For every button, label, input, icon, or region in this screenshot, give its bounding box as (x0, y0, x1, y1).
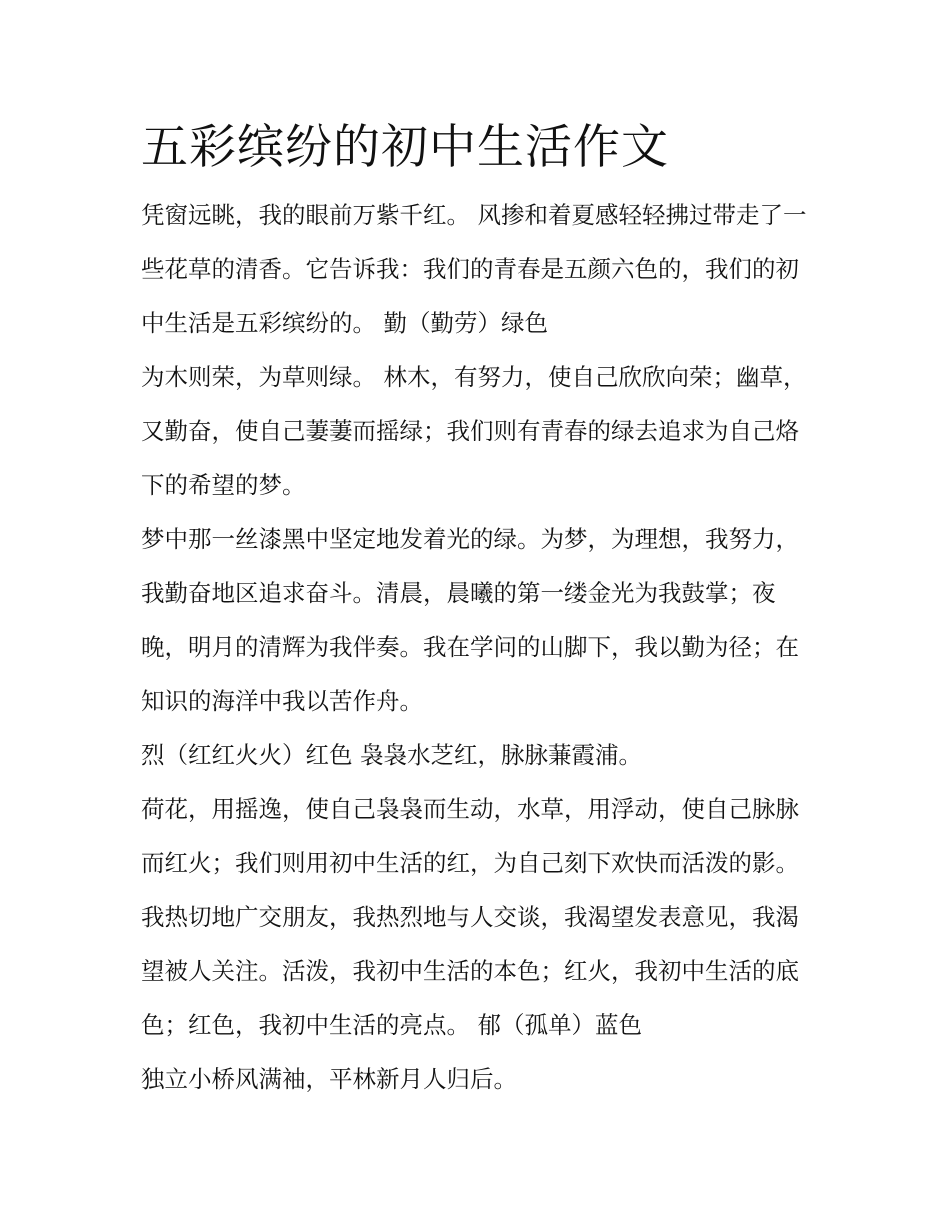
document-page (141, 112, 821, 1106)
paragraph-6: 我热切地广交朋友，我热烈地与人交谈，我渴望发表意见，我渴望被人关注。活泼，我初中生活的本色；红火，我初中生活的底色；红色，我初中生活的亮点。 郁（孤单）蓝色 (141, 903, 799, 1039)
paragraph-5: 荷花，用摇逸，使自己袅袅而生动，水草，用浮动，使自己脉脉而红火；我们则用初中生活的红，为自己刻下欢快而活泼的影。 (141, 795, 799, 877)
paragraph-7: 独立小桥风满袖，平林新月人归后。 (141, 1065, 517, 1093)
paragraph-3: 梦中那一丝漆黑中坚定地发着光的绿。为梦，为理想，我努力，我勤奋地区追求奋斗。清晨，晨曦的第一缕金光为我鼓掌；夜晚，明月的清辉为我伴奏。我在学问的山脚下，我以勤为径；在知识的海洋中我以苦作舟。 (141, 525, 799, 715)
paragraph-2: 为木则荣，为草则绿。 林木，有努力，使自己欣欣向荣；幽草，又勤奋，使自己萋萋而摇绿；我们则有青春的绿去追求为自己烙下的希望的梦。 (141, 363, 807, 499)
paragraph-4: 烈（红红火火）红色 袅袅水芝红，脉脉蒹霞浦。 (141, 741, 642, 769)
paragraph-1: 凭窗远眺，我的眼前万紫千红。 风掺和着夏感轻轻拂过带走了一些花草的清香。它告诉我：我们的青春是五颜六色的，我们的初中生活是五彩缤纷的。 勤（勤劳）绿色 (141, 201, 807, 337)
document-title: 五彩缤纷的初中生活作文 (141, 120, 669, 175)
